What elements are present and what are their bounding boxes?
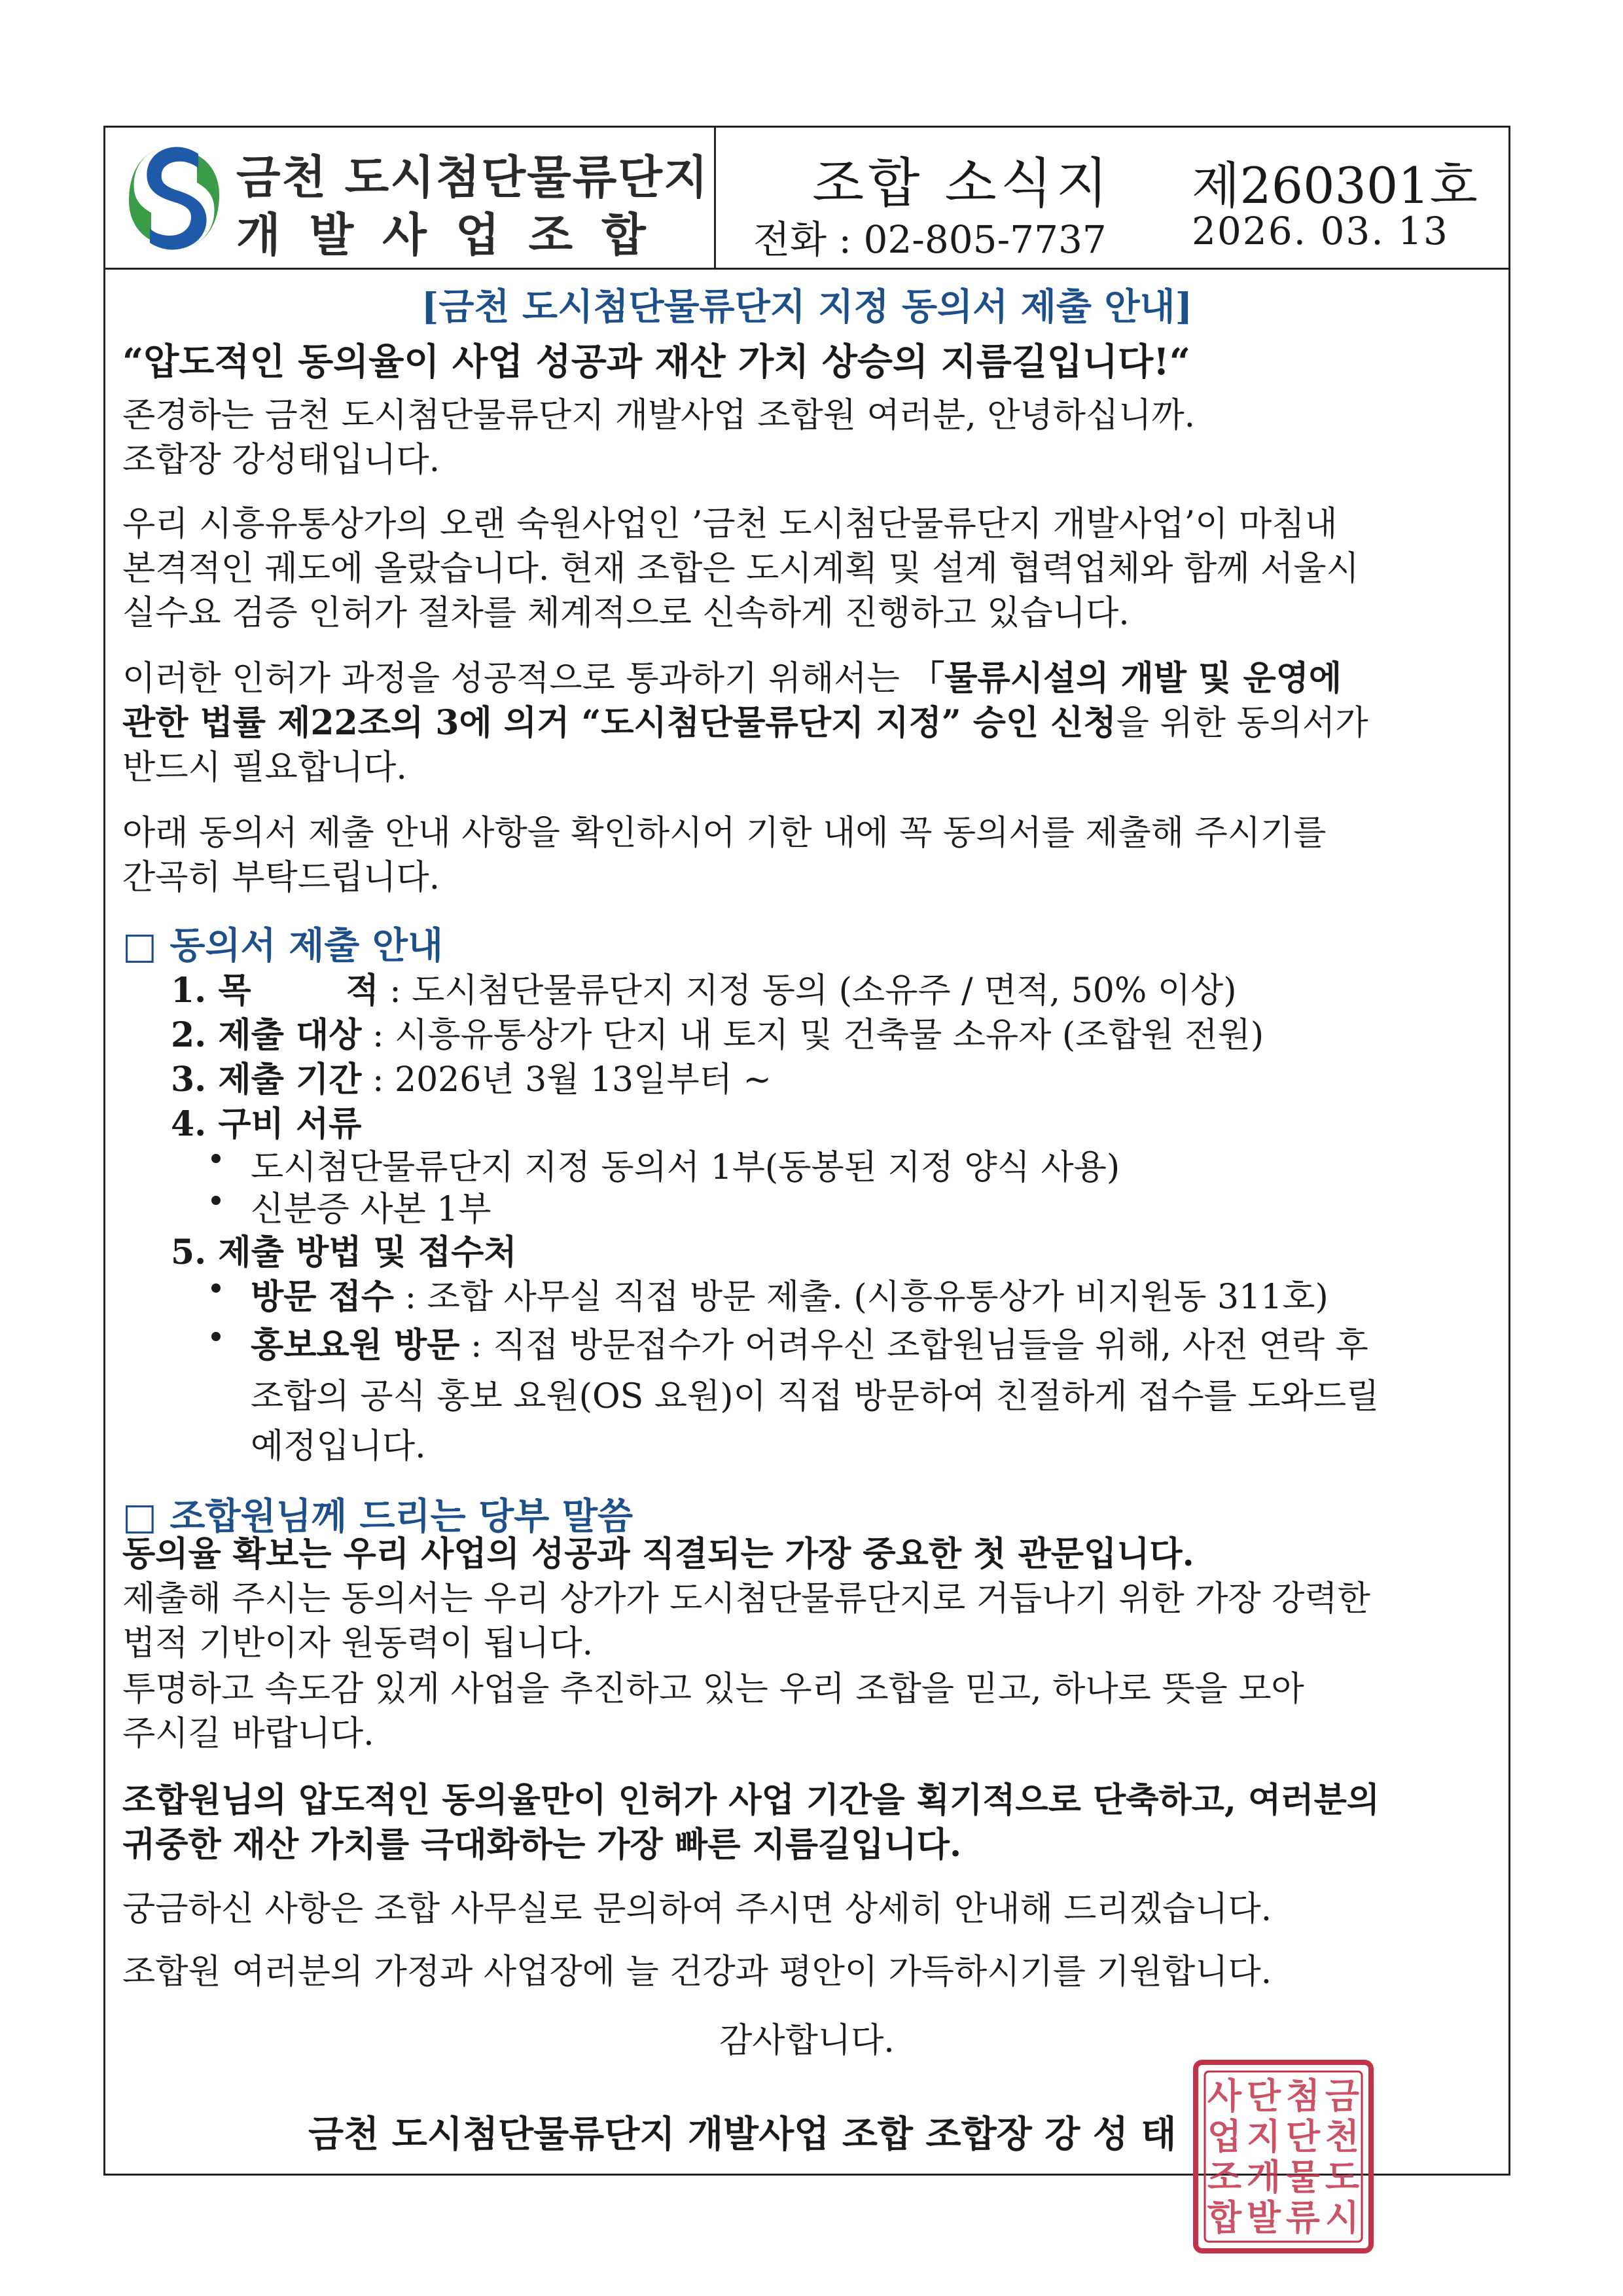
seal-glyph: 합 (1207, 2197, 1242, 2238)
list-item (171, 1096, 361, 1145)
official-seal-icon (1192, 2058, 1375, 2255)
seal-glyph: 단 (1246, 2075, 1281, 2117)
list-item: 5. 제출 방법 및 접수처 (171, 1232, 517, 1272)
paragraph-line: 법적 기반이자 원동력이 됩니다. (122, 1624, 594, 1663)
method-item (251, 1269, 1329, 1318)
emphasis-line: 동의율 확보는 우리 사업의 성공과 직결되는 가장 중요한 첫 관문입니다. (122, 1534, 1194, 1574)
seal-glyph: 류 (1285, 2197, 1321, 2238)
seal-glyph: 단 (1285, 2115, 1321, 2157)
seal-glyph: 발 (1246, 2197, 1281, 2238)
bullet-icon (211, 1196, 221, 1205)
item-text: : 시흥유통상가 단지 내 토지 및 건축물 소유자 (조합원 전원) (361, 1016, 1264, 1055)
notice-frame (103, 126, 1510, 2238)
paragraph-line: 아래 동의서 제출 안내 사항을 확인하시어 기한 내에 꼭 동의서를 제출해 주시기를 (122, 814, 1327, 853)
greeting-line: 조합장 강성태입니다. (122, 440, 440, 480)
method-label: 홍보요원 방문 (251, 1325, 460, 1365)
item-text: : 2026년 3월 13일부터 ~ (361, 1060, 772, 1100)
thanks-line: 감사합니다. (719, 2021, 895, 2060)
document-item: 신분증 사본 1부 (251, 1190, 491, 1229)
seal-glyph: 첨 (1285, 2075, 1321, 2117)
seal-glyph: 지 (1246, 2115, 1281, 2157)
paragraph-line: 투명하고 속도감 있게 사업을 추진하고 있는 우리 조합을 믿고, 하나로 뜻을 모아 (122, 1670, 1304, 1709)
item-text: : 도시첨단물류단지 지정 동의 (소유주 / 면적, 50% 이상) (378, 971, 1237, 1011)
paragraph-line (122, 701, 1493, 745)
paragraph-line: 제출해 주시는 동의서는 우리 상가가 도시첨단물류단지로 거듭나기 위한 가장 강력한 (122, 1579, 1370, 1619)
bullet-icon (211, 1154, 221, 1163)
method-item (251, 1318, 1368, 1367)
org-name-line2: 개발사업조합 (236, 208, 675, 262)
lead-slogan: “압도적인 동의율이 사업 성공과 재산 가치 상승의 지름길입니다!“ (122, 340, 1190, 384)
text-run: 을 위한 동의서가 (1116, 704, 1368, 743)
method-text: : 조합 사무실 직접 방문 제출. (시흥유통상가 비지원동 311호) (394, 1278, 1329, 1317)
item-label: 1. 목 적 (171, 971, 379, 1011)
wish-line: 조합원 여러분의 가정과 사업장에 늘 건강과 평안이 가득하시기를 기원합니다. (122, 1952, 1272, 1992)
seal-glyph: 사 (1207, 2075, 1242, 2117)
phone-number: 전화 : 02-805-7737 (753, 217, 1107, 262)
document-title: [금천 도시첨단물류단지 지정 동의서 제출 안내] (421, 285, 1193, 329)
union-logo-icon (125, 142, 223, 253)
notice-header (105, 128, 1508, 270)
bullet-icon (211, 1283, 221, 1293)
issue-date: 2026. 03. 13 (1192, 209, 1449, 253)
law-reference: 「물류시설의 개발 및 운영에 (910, 658, 1342, 698)
org-name-line1: 금천 도시첨단물류단지 (236, 151, 709, 204)
seal-glyph: 도 (1325, 2156, 1360, 2198)
text-run: 이러한 인허가 과정을 성공적으로 통과하기 위해서는 (122, 659, 911, 698)
list-item (171, 1052, 772, 1101)
law-reference: 관한 법률 제22조의 3에 의거 “도시첨단물류단지 지정” 승인 신청 (122, 703, 1116, 743)
seal-glyph: 시 (1325, 2197, 1360, 2238)
section-heading: □ 동의서 제출 안내 (122, 924, 444, 967)
method-text-line: 예정입니다. (251, 1427, 426, 1466)
notice-title: 조합 소식지 (812, 152, 1113, 215)
paragraph-line (122, 656, 1493, 701)
inquiry-line: 궁금하신 사항은 조합 사무실로 문의하여 주시면 상세히 안내해 드리겠습니다. (122, 1890, 1272, 1929)
paragraph-line: 실수요 검증 인허가 절차를 체계적으로 신속하게 진행하고 있습니다. (122, 594, 1130, 633)
greeting-line: 존경하는 금천 도시첨단물류단지 개발사업 조합원 여러분, 안녕하십니까. (122, 396, 1196, 435)
item-label: 2. 제출 대상 (171, 1015, 362, 1055)
section-heading: □ 조합원님께 드리는 당부 말씀 (122, 1495, 633, 1538)
list-item (171, 1007, 1264, 1056)
seal-glyph: 천 (1325, 2115, 1360, 2157)
document-item: 도시첨단물류단지 지정 동의서 1부(동봉된 지정 양식 사용) (251, 1148, 1120, 1187)
seal-glyph: 조 (1207, 2156, 1242, 2198)
issue-number: 제260301호 (1192, 156, 1478, 215)
item-label: 4. 구비 서류 (171, 1104, 362, 1144)
emphasis-line: 조합원님의 압도적인 동의율만이 인허가 사업 기간을 획기적으로 단축하고, 여러분의 (122, 1780, 1380, 1820)
paragraph-line: 반드시 필요합니다. (122, 748, 407, 787)
list-item (171, 963, 1237, 1012)
paragraph-line: 간곡히 부탁드립니다. (122, 858, 440, 897)
header-divider (714, 128, 716, 268)
bullet-icon (211, 1332, 221, 1341)
paragraph-line: 우리 시흥유통상가의 오랜 숙원사업인 ’금천 도시첨단물류단지 개발사업’이 마침내 (122, 505, 1338, 544)
seal-glyph: 물 (1285, 2156, 1321, 2198)
item-label: 3. 제출 기간 (171, 1060, 362, 1100)
emphasis-line: 귀중한 재산 가치를 극대화하는 가장 빠른 지름길입니다. (122, 1825, 962, 1865)
seal-glyph: 금 (1325, 2075, 1360, 2117)
paragraph-line: 주시길 바랍니다. (122, 1714, 374, 1753)
seal-glyph: 업 (1207, 2115, 1242, 2157)
signature-line: 금천 도시첨단물류단지 개발사업 조합 조합장 강 성 태 (308, 2113, 1177, 2156)
method-text: : 직접 방문접수가 어려우신 조합원님들을 위해, 사전 연락 후 (459, 1326, 1368, 1365)
method-text-line: 조합의 공식 홍보 요원(OS 요원)이 직접 방문하여 친절하게 접수를 도와드릴 (251, 1377, 1380, 1416)
method-label: 방문 접수 (251, 1277, 395, 1317)
seal-glyph: 개 (1246, 2156, 1281, 2198)
paragraph-line: 본격적인 궤도에 올랐습니다. 현재 조합은 도시계획 및 설계 협력업체와 함께 서울시 (122, 549, 1359, 588)
